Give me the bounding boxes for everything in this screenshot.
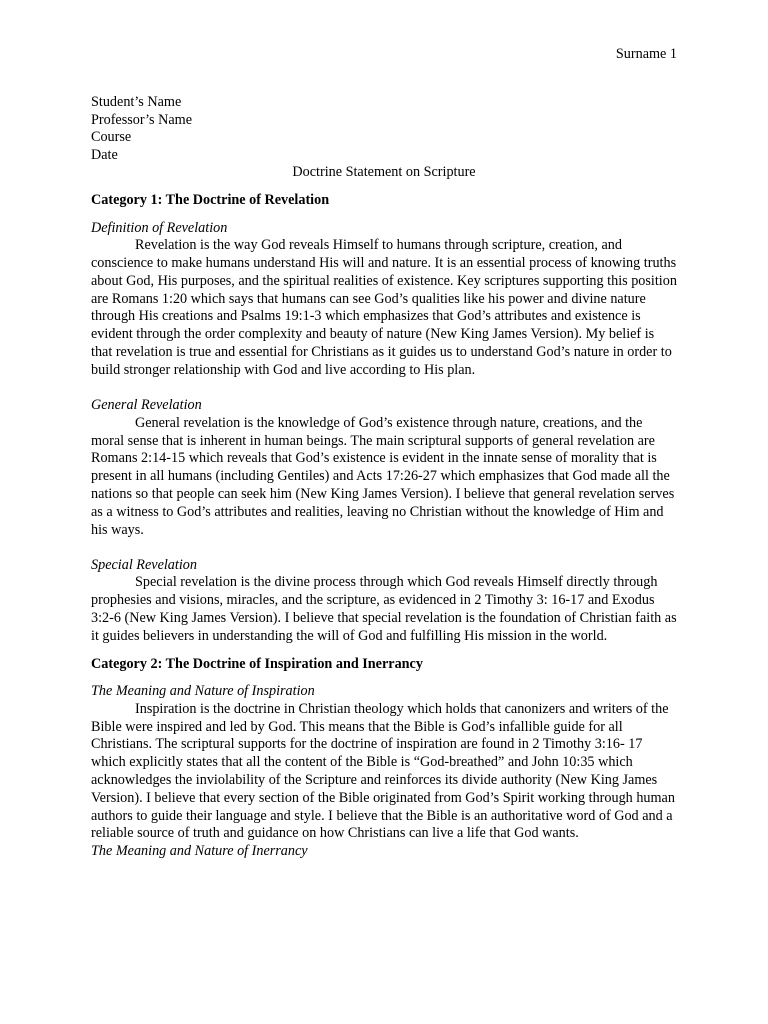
text-line: all Christians. The scriptural supports for the doctrine of inspiration are found in 2 Timothy 3:16-: [91, 718, 625, 753]
text-line: this position are Romans 1:20 which says that humans can see God’s qualities like his power and: [91, 272, 677, 307]
special-revelation-subheading: Special Revelation: [91, 556, 197, 573]
text-line: General revelation is the knowledge of God’s existence through nature, creations, and the: [135, 414, 643, 431]
text-line: and Exodus 3:2-6 (New King James Version). I believe that special revelation is the foundation: [91, 592, 655, 627]
text-line: moral sense that is inherent in human beings. The main scriptural supports of general revelation: [91, 432, 635, 449]
text-line: of the Bible were inspired and led by God. This means that the Bible is God’s infallible guide for: [91, 700, 669, 735]
text-line: mission in the world.: [487, 627, 608, 644]
category-2-heading: Category 2: The Doctrine of Inspiration and Inerrancy: [91, 655, 423, 672]
general-revelation-paragraph: [91, 415, 677, 540]
text-line: 17 which explicitly states that all the content of the Bible is “God-breathed” and John 10:35: [91, 736, 643, 771]
text-line: through prophesies and visions, miracles, and the scripture, as evidenced in 2 Timothy 3: 16-17: [91, 574, 658, 609]
text-line: made all the nations so that people can seek him (New King James Version). I believe that: [91, 468, 670, 502]
text-line: King James Version). I believe that every section of the Bible originated from God’s Spirit: [91, 772, 658, 806]
meaning-of-inerrancy-subheading: The Meaning and Nature of Inerrancy: [91, 843, 308, 860]
text-line: divine nature through His creations and Psalms 19:1-3 which emphasizes that God’s attributes: [91, 290, 646, 325]
text-line: are Romans 2:14-15 which reveals that God’s existence is evident in the innate sense of morality: [91, 432, 655, 467]
text-line: Special revelation is the divine process through which God reveals Himself directly: [135, 574, 610, 591]
document-body: [91, 94, 677, 861]
text-line: without the knowledge of Him and his ways.: [91, 503, 664, 538]
text-line: Version). My belief is that revelation is true and essential for Christians as it guides us to: [91, 326, 655, 360]
special-revelation-paragraph: [91, 574, 677, 645]
text-line: that is present in all humans (including Gentiles) and Acts 17:26-27 which emphasizes that God: [91, 450, 657, 485]
page-header: Surname 1: [615, 46, 677, 62]
text-line: working through human authors to guide their language and style. I believe that the Bible is an: [91, 789, 675, 824]
text-line: understand God’s nature in order to build stronger relationship with God and live according to: [91, 343, 672, 378]
text-line: Revelation is the way God reveals Himself to humans through scripture, creation, and: [135, 237, 622, 254]
document-title: Doctrine Statement on Scripture: [292, 164, 476, 181]
blank-line: [91, 539, 677, 557]
definition-of-revelation-paragraph: [91, 237, 677, 379]
text-line: truths about God, His purposes, and the spiritual realities of existence. Key scriptures supporting: [91, 254, 677, 289]
text-line: conscience to make humans understand His will and nature. It is an essential process of knowing: [91, 254, 641, 271]
date-line: Date: [91, 146, 118, 163]
text-line: and existence is evident through the order complexity and beauty of nature (New King James: [91, 308, 641, 343]
blank-line: [91, 380, 677, 398]
inspiration-paragraph: [91, 701, 677, 843]
text-line: a life that God wants.: [457, 825, 579, 842]
general-revelation-subheading: General Revelation: [91, 397, 202, 414]
text-line: Inspiration is the doctrine in Christian theology which holds that canonizers and writers: [135, 700, 633, 717]
definition-of-revelation-subheading: Definition of Revelation: [91, 219, 228, 236]
professor-name: Professor’s Name: [91, 111, 193, 128]
meaning-of-inspiration-subheading: The Meaning and Nature of Inspiration: [91, 683, 315, 700]
course-name: Course: [91, 129, 132, 146]
student-name: Student’s Name: [91, 94, 182, 110]
category-1-heading: Category 1: The Doctrine of Revelation: [91, 191, 330, 208]
text-line: His plan.: [423, 361, 476, 378]
text-line: general revelation serves as a witness to God’s attributes and realities, leaving no Christian: [91, 485, 675, 520]
text-line: authoritative word of God and a reliable source of truth and guidance on how Christians can live: [91, 807, 673, 842]
text-line: which acknowledges the inviolability of the Scripture and reinforces its divide authority (New: [91, 754, 633, 789]
text-line: of Christian faith as it guides believers in understanding the will of God and fulfilling His: [91, 610, 677, 644]
